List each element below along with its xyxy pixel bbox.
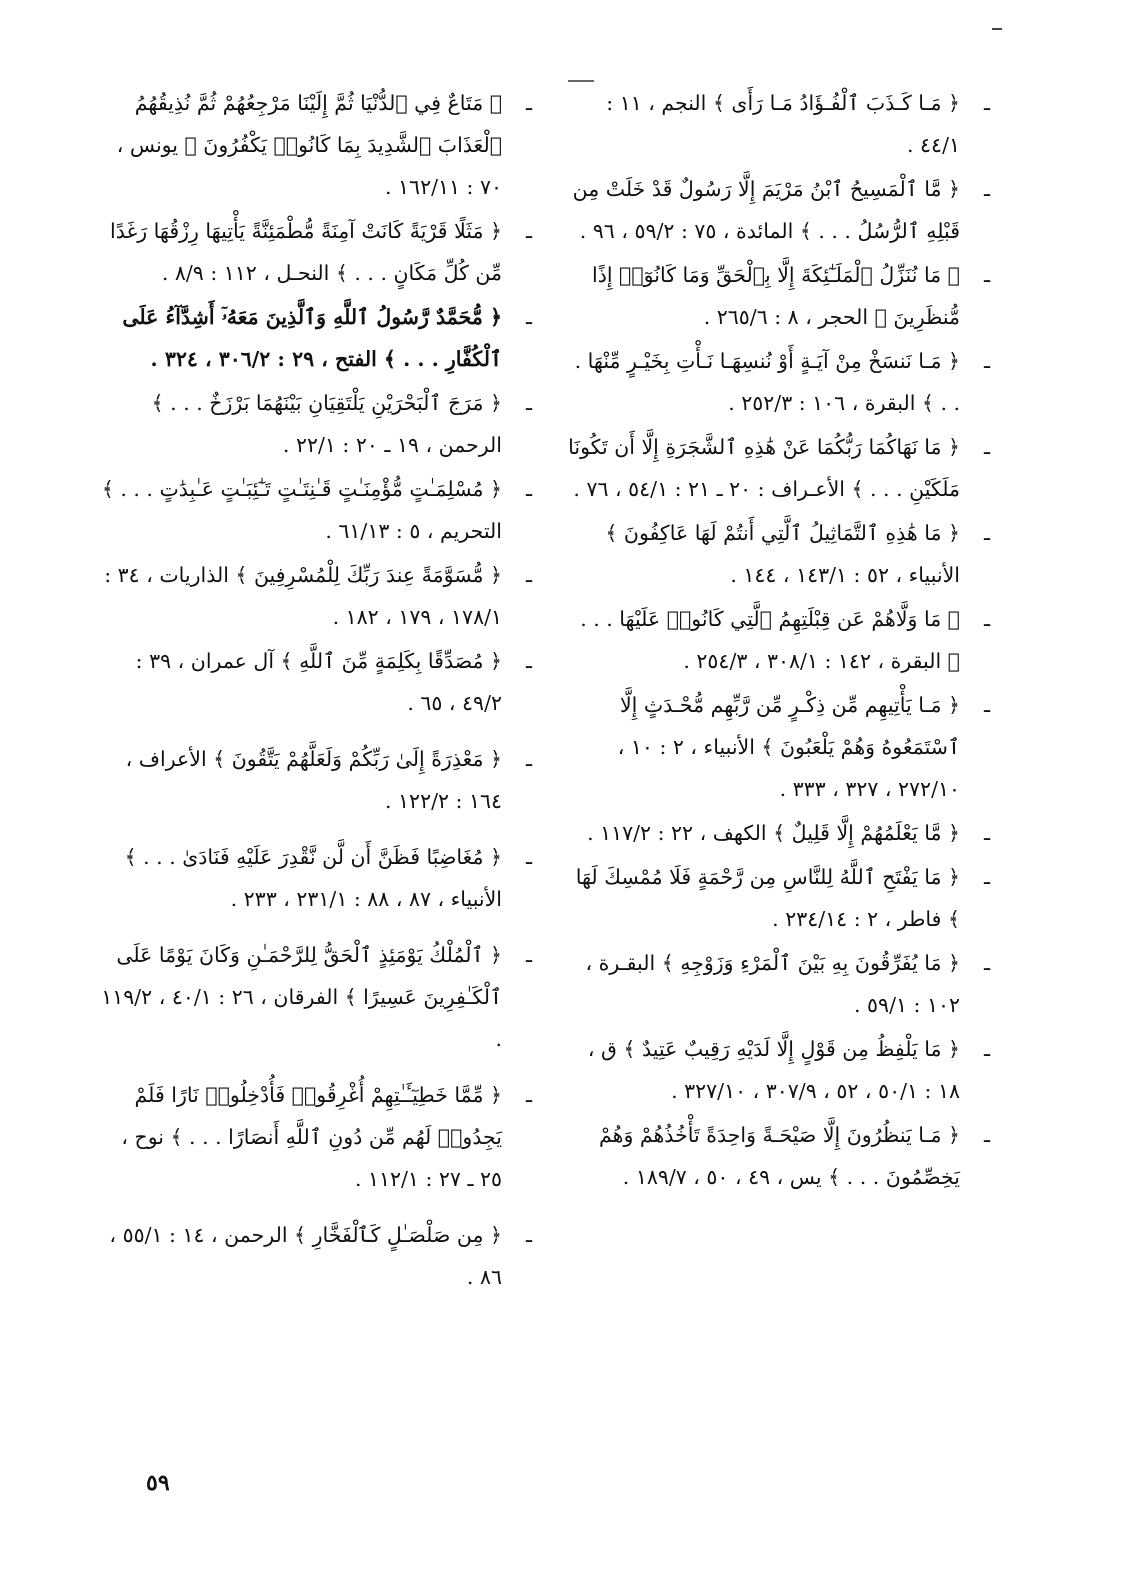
index-entry: ـ ﴿ مِن صَلْصَـٰلٍ كَٱلْفَخَّارِ ﴾ الرحمن ، ١٤ : ٥٥/١ ، ٨٦ . xyxy=(109,1223,532,1289)
index-entry: ـ ﴿ مَا يُفَرِّقُونَ بِهِ بَيْنَ ٱلْمَرْءِ وَزَوْجِهِ ﴾ البقـرة ، ١٠٢ : ٥٩/١ . xyxy=(585,951,990,1017)
entry-text: ﴿ مَّا ٱلْمَسِيحُ ٱبْنُ مَرْيَمَ إِلَّا رَسُولٌ قَدْ خَلَتْ مِن قَبْلِهِ ٱلرُّسُلُ . . . ﴾ المائدة ، ٧٥ : ٥٩/٢ ، ٩٦ . xyxy=(572,177,960,243)
index-entry: ـ ﴿ مَـا يَأْتِيهِم مِّن ذِكْـرٍ مِّن رَّبِّهِم مُّحْـدَثٍ إِلَّا ٱسْتَمَعُوهُ وَهُمْ يَلْعَبُونَ ﴾ الأنبياء ، ٢ : ١٠ ، ٢٧٢/١٠ ، ٣٢٧ ، ٣٣٣ . xyxy=(617,693,990,801)
index-entry: ـ ﴿ مَتَاعٌ فِي ٱلدُّنْيَا ثُمَّ إِلَيْنَا مَرْجِعُهُمْ ثُمَّ نُذِيقُهُمُ ٱلْعَذَابَ ٱلشَّدِيدَ بِمَا كَانُوا۟ يَكْفُرُونَ ﴾ يونس ، ٧٠ : ١٦٢/١١ . xyxy=(116,91,532,199)
entry-text: ﴿ مَا يَفْتَحِ ٱللَّهُ لِلنَّاسِ مِن رَّحْمَةٍ فَلَا مُمْسِكَ لَهَا ﴾ فاطر ، ٢ : ٢٣٤/١٤ . xyxy=(575,865,960,931)
index-entry: ـ ﴿ مَعْذِرَةً إِلَىٰ رَبِّكُمْ وَلَعَلَّهُمْ يَتَّقُونَ ﴾ الأعراف ، ١٦٤ : ١٢٢/٢ . xyxy=(125,747,532,813)
entry-text: ﴿ مَثَلًا قَرْيَةً كَانَتْ آمِنَةً مُّطْمَئِنَّةً يَأْتِيهَا رِزْقُهَا رَغَدًا مِّن كُلِّ مَكَانٍ . . . ﴾ النحـل ، ١١٢ : ٨/٩ . xyxy=(110,219,502,285)
index-entry: ـ ﴿ مَا هَٰذِهِ ٱلتَّمَاثِيلُ ٱلَّتِي أَنتُمْ لَهَا عَاكِفُونَ ﴾ الأنبياء ، ٥٢ : ١٤٣/١ ، ١٤٤ . xyxy=(605,521,990,587)
entry-text: ﴿ مَا نُنَزِّلُ ٱلْمَلَـٰٓئِكَةَ إِلَّا بِٱلْحَقِّ وَمَا كَانُوٓا۟ إِذًا مُّنظَرِينَ ﴾ الحجر ، ٨ : ٢٦٥/٦ . xyxy=(592,263,960,329)
index-entry: ـ ﴿ مَـا نَنسَخْ مِنْ آيَـةٍ أَوْ نُنسِهَـا نَـأْتِ بِخَيْـرٍ مِّنْهَا . . . ﴾ البقرة ، ١٠٦ : ٢٥٢/٣ . xyxy=(574,349,990,415)
index-entry: ـ ﴿ مَّا ٱلْمَسِيحُ ٱبْنُ مَرْيَمَ إِلَّا رَسُولٌ قَدْ خَلَتْ مِن قَبْلِهِ ٱلرُّسُلُ . . . ﴾ المائدة ، ٧٥ : ٥٩/٢ ، ٩٦ . xyxy=(572,177,990,243)
entry-text: ﴿ مَا يُفَرِّقُونَ بِهِ بَيْنَ ٱلْمَرْءِ وَزَوْجِهِ ﴾ البقـرة ، ١٠٢ : ٥٩/١ . xyxy=(585,951,960,1017)
index-entry: ـ ﴿ مَـا كَـذَبَ ٱلْفُـؤَادُ مَـا رَأَى ﴾ النجم ، ١١ : ٤٤/١ . xyxy=(606,91,990,157)
index-entry: ـ ﴿ ٱلْمُلْكُ يَوْمَئِذٍ ٱلْحَقُّ لِلرَّحْمَـٰنِ وَكَانَ يَوْمًا عَلَى ٱلْكَـٰفِرِينَ عَسِيرًا ﴾ الفرقان ، ٢٦ : ٤٠/١ ، ١١٩/٢ . xyxy=(101,943,532,1051)
index-entry: ـ ﴿ مُغَاضِبًا فَظَنَّ أَن لَّن نَّقْدِرَ عَلَيْهِ فَنَادَىٰ . . . ﴾ الأنبياء ، ٨٧ ، ٨٨ : ٢٣١/١ ، ٢٣٣ . xyxy=(124,845,532,911)
entry-text: ﴿ مَا وَلَّاهُمْ عَن قِبْلَتِهِمُ ٱلَّتِي كَانُوا۟ عَلَيْهَا . . . ﴾ البقرة ، ١٤٢ : ٣٠٨/١ ، ٢٥٤/٣ . xyxy=(580,607,960,673)
index-entry: ـ ﴿ مَا يَلْفِظُ مِن قَوْلٍ إِلَّا لَدَيْهِ رَقِيبٌ عَتِيدٌ ﴾ ق ، ١٨ : ٥٠/١ ، ٥٢ ، ٣٠٧/٩ ، ٣٢٧/١٠ . xyxy=(587,1037,990,1103)
entry-text: ﴿ مَا هَٰذِهِ ٱلتَّمَاثِيلُ ٱلَّتِي أَنتُمْ لَهَا عَاكِفُونَ ﴾ الأنبياء ، ٥٢ : ١٤٣/١ ، ١٤٤ . xyxy=(605,521,960,587)
index-entry: ـ ﴿ مَـا يَنظُرُونَ إِلَّا صَيْحَـةً وَاحِدَةً تَأْخُذُهُمْ وَهُمْ يَخِصِّمُونَ . . . ﴾ يس ، ٤٩ ، ٥٠ ، ١٨٩/٧ . xyxy=(598,1123,990,1189)
entry-text: ﴿ مَتَاعٌ فِي ٱلدُّنْيَا ثُمَّ إِلَيْنَا مَرْجِعُهُمْ ثُمَّ نُذِيقُهُمُ ٱلْعَذَابَ ٱلشَّدِيدَ بِمَا كَانُوا۟ يَكْفُرُونَ ﴾ يونس ، ٧٠ : ١٦٢/١١ . xyxy=(116,91,502,199)
entry-text: ﴿ مَا نَهَاكُمَا رَبُّكُمَا عَنْ هَٰذِهِ ٱلشَّجَرَةِ إِلَّا أَن تَكُونَا مَلَكَيْنِ . . . ﴾ الأعـراف : ٢٠ ـ ٢١ : ٥٤/١ ، ٧٦ . xyxy=(568,435,960,501)
index-entry: ـ ﴿ مُسْلِمَـٰتٍ مُّؤْمِنَـٰتٍ قَـٰنِتَـٰتٍ تَـٰٓئِبَـٰتٍ عَـٰبِدَٰتٍ . . . ﴾ التحريم ، ٥ : ٦١/١٣ . xyxy=(101,477,532,543)
entry-text: ﴿ مُسْلِمَـٰتٍ مُّؤْمِنَـٰتٍ قَـٰنِتَـٰتٍ تَـٰٓئِبَـٰتٍ عَـٰبِدَٰتٍ . . . ﴾ التحريم ، ٥ : ٦١/١٣ . xyxy=(101,477,502,543)
entry-text: ﴿ مُغَاضِبًا فَظَنَّ أَن لَّن نَّقْدِرَ عَلَيْهِ فَنَادَىٰ . . . ﴾ الأنبياء ، ٨٧ ، ٨٨ : ٢٣١/١ ، ٢٣٣ . xyxy=(124,845,502,911)
index-column-right xyxy=(562,82,990,1200)
entry-text: ﴿ مَـا يَأْتِيهِم مِّن ذِكْـرٍ مِّن رَّبِّهِم مُّحْـدَثٍ إِلَّا ٱسْتَمَعُوهُ وَهُمْ يَلْعَبُونَ ﴾ الأنبياء ، ٢ : ١٠ ، ٢٧٢/١٠ ، ٣٢٧ ، ٣٣٣ . xyxy=(617,693,960,801)
index-column-left xyxy=(100,82,532,1300)
entry-text: ﴿ مَـا كَـذَبَ ٱلْفُـؤَادُ مَـا رَأَى ﴾ النجم ، ١١ : ٤٤/١ . xyxy=(606,91,960,157)
entry-text: ﴿ مِّمَّا خَطِيٓـَٔـٰتِهِمْ أُغْرِقُوا۟ فَأُدْخِلُوا۟ نَارًا فَلَمْ يَجِدُوا۟ لَهُم مِّن دُونِ ٱللَّهِ أَنصَارًا . . . ﴾ نوح ، ٢٥ ـ ٢٧ : ١١٢/١ . xyxy=(121,1083,502,1191)
index-entry: ـ ﴿ مَرَجَ ٱلْبَحْرَيْنِ يَلْتَقِيَانِ بَيْنَهُمَا بَرْزَخٌ . . . ﴾ الرحمن ، ١٩ ـ ٢٠ : ٢٢/١ . xyxy=(151,391,532,457)
index-entry: ـ ﴿ مَا وَلَّاهُمْ عَن قِبْلَتِهِمُ ٱلَّتِي كَانُوا۟ عَلَيْهَا . . . ﴾ البقرة ، ١٤٢ : ٣٠٨/١ ، ٢٥٤/٣ . xyxy=(580,607,990,673)
index-entry: ـ ﴿ مَّا يَعْلَمُهُمْ إِلَّا قَلِيلٌ ﴾ الكهف ، ٢٢ : ١١٧/٢ . xyxy=(587,821,990,845)
entry-text: ﴿ مَـا نَنسَخْ مِنْ آيَـةٍ أَوْ نُنسِهَـا نَـأْتِ بِخَيْـرٍ مِّنْهَا . . . ﴾ البقرة ، ١٠٦ : ٢٥٢/٣ . xyxy=(574,349,960,415)
entry-text: ﴿ مُصَدِّقًا بِكَلِمَةٍ مِّنَ ٱللَّهِ ﴾ آل عمران ، ٣٩ : ٤٩/٢ ، ٦٥ . xyxy=(135,649,502,715)
entry-text: ﴿ مِن صَلْصَـٰلٍ كَٱلْفَخَّارِ ﴾ الرحمن ، ١٤ : ٥٥/١ ، ٨٦ . xyxy=(109,1223,502,1289)
entry-text: ﴿ مَّا يَعْلَمُهُمْ إِلَّا قَلِيلٌ ﴾ الكهف ، ٢٢ : ١١٧/٢ . xyxy=(587,821,960,845)
page-number: ٥٩ xyxy=(146,1470,170,1496)
corner-mark xyxy=(992,28,1002,30)
entry-text: ﴿ مَـا يَنظُرُونَ إِلَّا صَيْحَـةً وَاحِدَةً تَأْخُذُهُمْ وَهُمْ يَخِصِّمُونَ . . . ﴾ يس ، ٤٩ ، ٥٠ ، ١٨٩/٧ . xyxy=(598,1123,960,1189)
index-entry: ـ ﴿ مُصَدِّقًا بِكَلِمَةٍ مِّنَ ٱللَّهِ ﴾ آل عمران ، ٣٩ : ٤٩/٢ ، ٦٥ . xyxy=(135,649,532,715)
index-entry: ـ ﴿ مَثَلًا قَرْيَةً كَانَتْ آمِنَةً مُّطْمَئِنَّةً يَأْتِيهَا رِزْقُهَا رَغَدًا مِّن كُلِّ مَكَانٍ . . . ﴾ النحـل ، ١١٢ : ٨/٩ . xyxy=(110,219,532,285)
index-entry: ـ ﴿ مُّسَوَّمَةً عِندَ رَبِّكَ لِلْمُسْرِفِينَ ﴾ الذاريات ، ٣٤ : ١٧٨/١ ، ١٧٩ ، ١٨٢ . xyxy=(104,563,532,629)
entry-text: ﴿ ٱلْمُلْكُ يَوْمَئِذٍ ٱلْحَقُّ لِلرَّحْمَـٰنِ وَكَانَ يَوْمًا عَلَى ٱلْكَـٰفِرِينَ عَسِيرًا ﴾ الفرقان ، ٢٦ : ٤٠/١ ، ١١٩/٢ . xyxy=(101,943,502,1051)
entry-text: ﴿ مَرَجَ ٱلْبَحْرَيْنِ يَلْتَقِيَانِ بَيْنَهُمَا بَرْزَخٌ . . . ﴾ الرحمن ، ١٩ ـ ٢٠ : ٢٢/١ . xyxy=(151,391,502,457)
entry-text: ﴿ مُّحَمَّدٌ رَّسُولُ ٱللَّهِ وَٱلَّذِينَ مَعَهُۥٓ أَشِدَّآءُ عَلَى ٱلْكُفَّارِ . . . ﴾ الفتح ، ٢٩ : ٣٠٦/٢ ، ٣٢٤ . xyxy=(122,305,502,371)
index-entry: ـ ﴿ مَا يَفْتَحِ ٱللَّهُ لِلنَّاسِ مِن رَّحْمَةٍ فَلَا مُمْسِكَ لَهَا ﴾ فاطر ، ٢ : ٢٣٤/١٤ . xyxy=(575,865,990,931)
entry-text: ﴿ مَا يَلْفِظُ مِن قَوْلٍ إِلَّا لَدَيْهِ رَقِيبٌ عَتِيدٌ ﴾ ق ، ١٨ : ٥٠/١ ، ٥٢ ، ٣٠٧/٩ ، ٣٢٧/١٠ . xyxy=(587,1037,960,1103)
index-entry: ـ ﴿ مَا نُنَزِّلُ ٱلْمَلَـٰٓئِكَةَ إِلَّا بِٱلْحَقِّ وَمَا كَانُوٓا۟ إِذًا مُّنظَرِينَ ﴾ الحجر ، ٨ : ٢٦٥/٦ . xyxy=(592,263,990,329)
index-entry: ـ ﴿ مِّمَّا خَطِيٓـَٔـٰتِهِمْ أُغْرِقُوا۟ فَأُدْخِلُوا۟ نَارًا فَلَمْ يَجِدُوا۟ لَهُم مِّن دُونِ ٱللَّهِ أَنصَارًا . . . ﴾ نوح ، ٢٥ ـ ٢٧ : ١١٢/١ . xyxy=(121,1083,532,1191)
index-entry: ـ ﴿ مَا نَهَاكُمَا رَبُّكُمَا عَنْ هَٰذِهِ ٱلشَّجَرَةِ إِلَّا أَن تَكُونَا مَلَكَيْنِ . . . ﴾ الأعـراف : ٢٠ ـ ٢١ : ٥٤/١ ، ٧٦ . xyxy=(568,435,990,501)
entry-text: ﴿ مُّسَوَّمَةً عِندَ رَبِّكَ لِلْمُسْرِفِينَ ﴾ الذاريات ، ٣٤ : ١٧٨/١ ، ١٧٩ ، ١٨٢ . xyxy=(104,563,502,629)
entry-text: ﴿ مَعْذِرَةً إِلَىٰ رَبِّكُمْ وَلَعَلَّهُمْ يَتَّقُونَ ﴾ الأعراف ، ١٦٤ : ١٢٢/٢ . xyxy=(125,747,502,813)
index-entry: ـ ﴿ مُّحَمَّدٌ رَّسُولُ ٱللَّهِ وَٱلَّذِينَ مَعَهُۥٓ أَشِدَّآءُ عَلَى ٱلْكُفَّارِ . . . ﴾ الفتح ، ٢٩ : ٣٠٦/٢ ، ٣٢٤ . xyxy=(122,305,532,371)
